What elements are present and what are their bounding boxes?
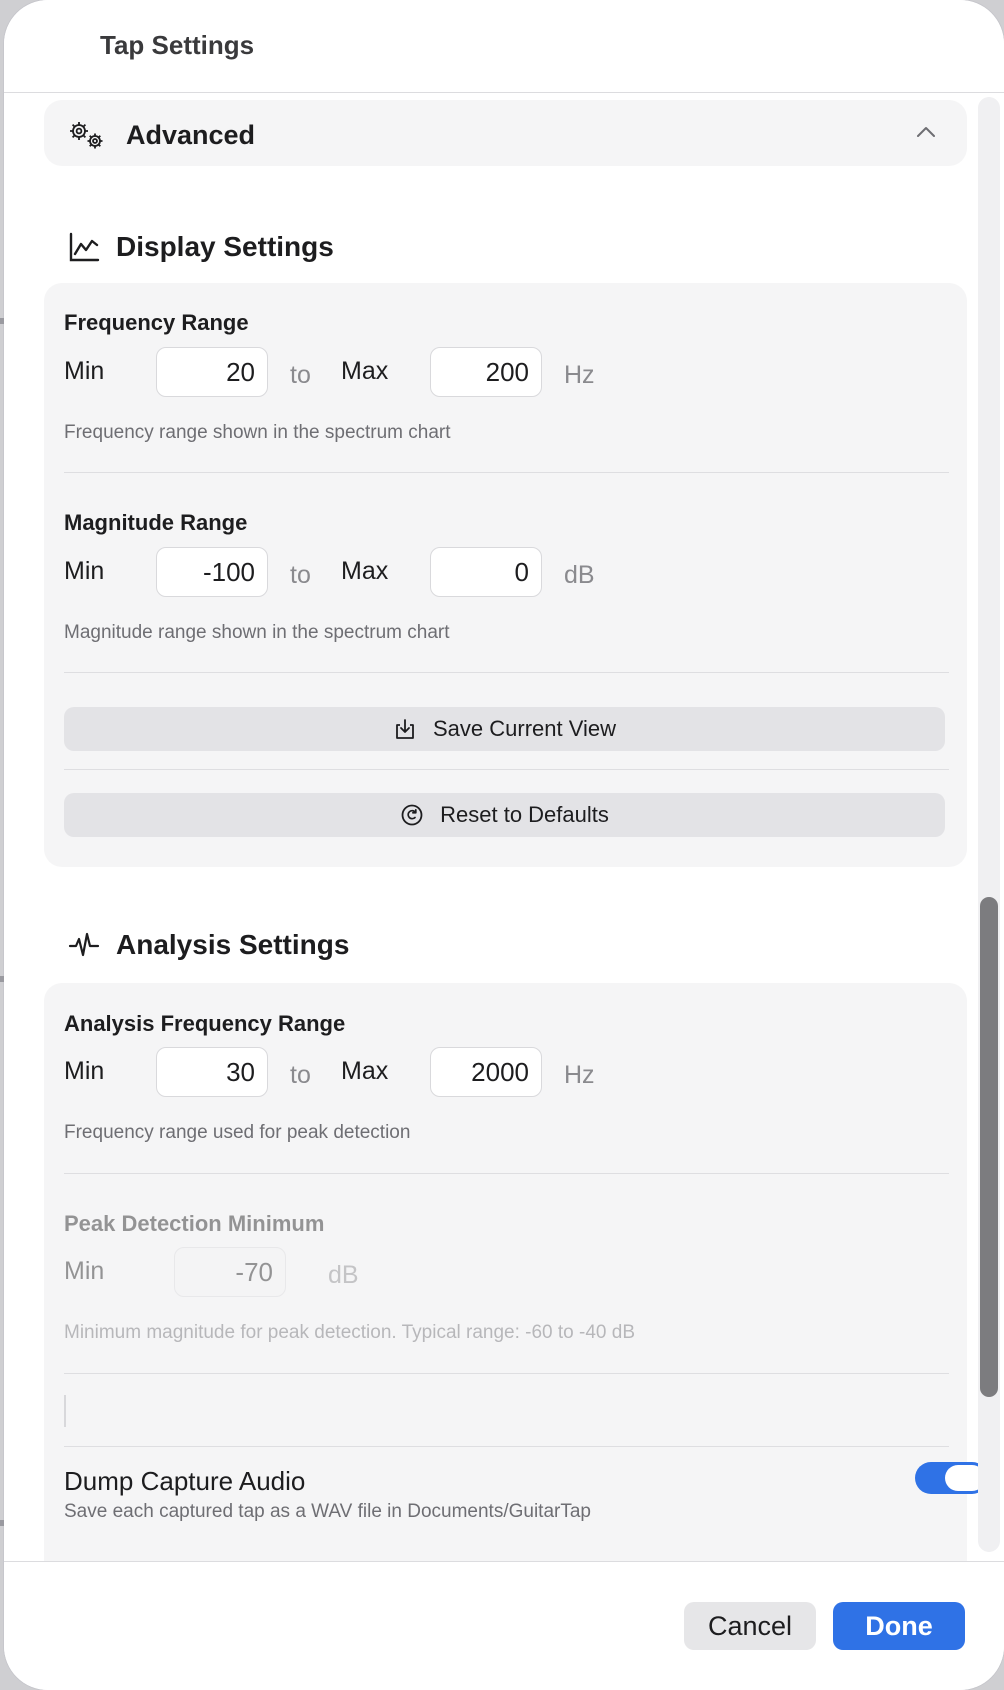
divider — [64, 672, 949, 673]
analysis-settings-card — [44, 983, 967, 1561]
frequency-to-label: to — [290, 361, 311, 389]
analysis-min-label: Min — [64, 1057, 105, 1085]
analysis-range-title: Analysis Frequency Range — [64, 1011, 346, 1036]
frequency-range-title: Frequency Range — [64, 310, 249, 335]
divider — [64, 769, 949, 770]
cancel-button[interactable]: Cancel — [684, 1602, 816, 1650]
frequency-min-label: Min — [64, 357, 105, 385]
magnitude-unit: dB — [564, 561, 595, 589]
settings-window — [4, 0, 1004, 1690]
dump-capture-title: Dump Capture Audio — [64, 1466, 306, 1496]
empty-slider-track — [64, 1395, 66, 1427]
magnitude-max-label: Max — [341, 557, 389, 585]
title-bar — [4, 0, 1004, 93]
reset-arrow-circle-icon — [400, 803, 424, 827]
magnitude-range-title: Magnitude Range — [64, 510, 248, 535]
background-window-edge — [0, 1520, 4, 1526]
save-current-view-button[interactable] — [64, 707, 945, 751]
divider — [64, 1446, 949, 1447]
dump-capture-description: Save each captured tap as a WAV file in Documents/GuitarTap — [64, 1501, 591, 1522]
analysis-settings-title: Analysis Settings — [116, 929, 350, 960]
chevron-up-icon[interactable] — [915, 124, 937, 140]
gears-icon — [68, 120, 106, 150]
advanced-label: Advanced — [126, 120, 256, 150]
divider — [64, 472, 949, 473]
peak-detection-title: Peak Detection Minimum — [64, 1211, 325, 1236]
magnitude-min-field[interactable] — [156, 547, 268, 597]
frequency-range-hint: Frequency range shown in the spectrum chart — [64, 422, 451, 443]
magnitude-to-label: to — [290, 561, 311, 589]
frequency-unit: Hz — [564, 361, 595, 389]
vertical-scrollbar[interactable] — [978, 97, 1000, 1552]
waveform-icon — [68, 929, 100, 961]
analysis-max-label: Max — [341, 1057, 389, 1085]
save-current-view-label: Save Current View — [432, 716, 616, 741]
frequency-max-field[interactable] — [430, 347, 542, 397]
background-window-edge — [0, 976, 4, 982]
divider — [64, 1173, 949, 1174]
done-button[interactable]: Done — [833, 1602, 965, 1650]
frequency-max-label: Max — [341, 357, 389, 385]
footer-bar — [4, 1561, 1004, 1690]
analysis-to-label: to — [290, 1061, 311, 1089]
window-title: Tap Settings — [100, 30, 255, 60]
scrollbar-thumb[interactable] — [980, 897, 998, 1397]
display-settings-title: Display Settings — [116, 231, 334, 262]
magnitude-min-label: Min — [64, 557, 105, 585]
peak-unit: dB — [328, 1261, 359, 1289]
analysis-min-field[interactable] — [156, 1047, 268, 1097]
advanced-disclosure[interactable] — [44, 100, 967, 166]
settings-scroll-area[interactable] — [4, 93, 1004, 1561]
frequency-min-field[interactable] — [156, 347, 268, 397]
divider — [64, 1373, 949, 1374]
save-download-icon — [393, 717, 417, 741]
analysis-unit: Hz — [564, 1061, 595, 1089]
line-chart-icon — [68, 231, 100, 263]
magnitude-range-hint: Magnitude range shown in the spectrum chart — [64, 622, 450, 643]
background-window-edge — [0, 318, 4, 324]
analysis-range-hint: Frequency range used for peak detection — [64, 1122, 411, 1143]
magnitude-max-field[interactable] — [430, 547, 542, 597]
peak-min-label: Min — [64, 1257, 105, 1285]
analysis-max-field[interactable] — [430, 1047, 542, 1097]
peak-detection-hint: Minimum magnitude for peak detection. Typical range: -60 to -40 dB — [64, 1322, 636, 1343]
reset-to-defaults-label: Reset to Defaults — [440, 802, 609, 827]
peak-min-field[interactable] — [174, 1247, 286, 1297]
reset-to-defaults-button[interactable] — [64, 793, 945, 837]
analysis-settings-heading — [68, 929, 349, 961]
display-settings-card — [44, 283, 967, 867]
display-settings-heading — [68, 231, 334, 263]
